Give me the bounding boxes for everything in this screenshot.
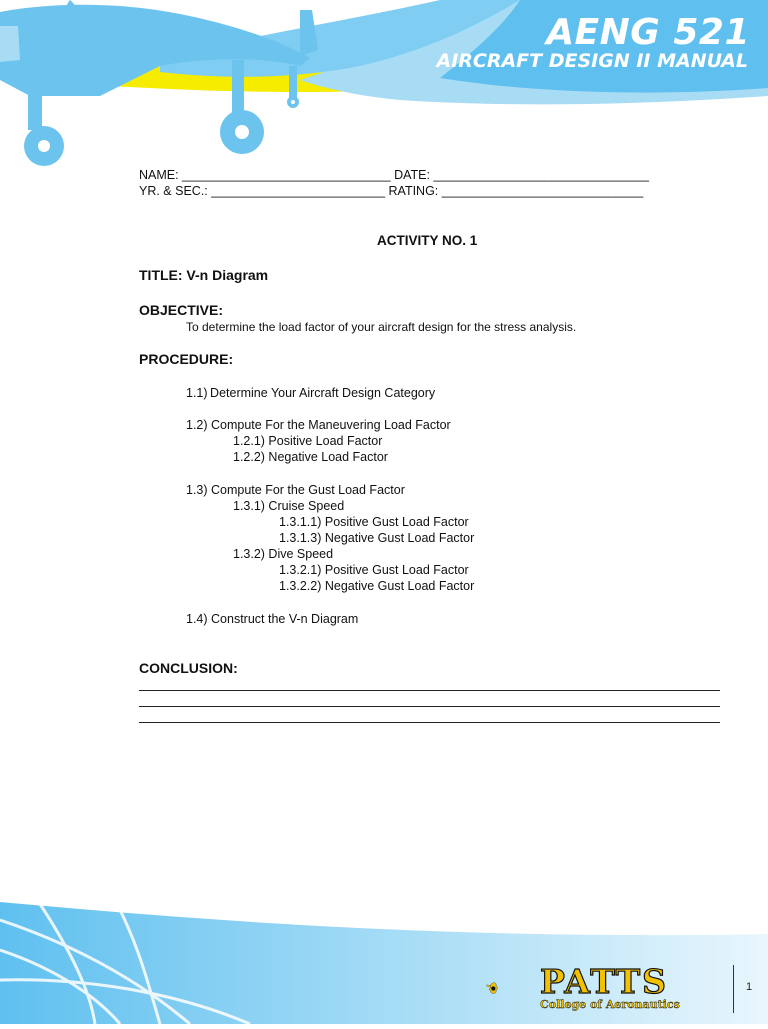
logo-subtitle: College of Aeronautics [540,998,680,1011]
conclusion-line [139,722,720,723]
course-code: AENG 521 [546,12,750,53]
procedure-substep: 1.2.2) Negative Load Factor [233,450,388,464]
procedure-subsubstep: 1.3.1.3) Negative Gust Load Factor [279,531,475,545]
conclusion-line [139,706,720,707]
objective-heading: OBJECTIVE: [139,302,224,318]
objective-text: To determine the load factor of your aircraft design for the stress analysis. [186,320,577,334]
procedure-subsubstep: 1.3.1.1) Positive Gust Load Factor [279,515,469,529]
procedure-substep: 1.3.2) Dive Speed [233,547,334,561]
activity-title: TITLE: V-n Diagram [139,267,269,283]
procedure-subsubstep: 1.3.2.2) Negative Gust Load Factor [279,579,475,593]
logo-name: PATTS [540,962,668,1001]
procedure-heading: PROCEDURE: [139,351,234,367]
airplane-illustration [0,0,330,170]
procedure-step: 1.4) Construct the V-n Diagram [186,612,359,626]
procedure-subsubstep: 1.3.2.1) Positive Gust Load Factor [279,563,469,577]
name-date-field-row: NAME: ______________________________ DATE: _______________________________ [139,168,649,182]
header-banner [0,0,768,190]
page-number: 1 [746,981,753,993]
conclusion-line [139,690,720,691]
seahorse-logo-icon [486,960,542,1016]
procedure-step: 1.3) Compute For the Gust Load Factor [186,483,405,497]
conclusion-heading: CONCLUSION: [139,660,238,676]
procedure-substep: 1.3.1) Cruise Speed [233,499,345,513]
footer-divider [733,965,734,1013]
procedure-substep: 1.2.1) Positive Load Factor [233,434,383,448]
procedure-step: 1.2) Compute For the Maneuvering Load Factor [186,418,451,432]
section-rating-field-row: YR. & SEC.: _________________________ RATING: _____________________________ [139,184,644,198]
manual-title: AIRCRAFT DESIGN II MANUAL [436,50,748,72]
activity-number: ACTIVITY NO. 1 [377,233,478,248]
procedure-step: 1.1) Determine Your Aircraft Design Category [186,386,436,400]
